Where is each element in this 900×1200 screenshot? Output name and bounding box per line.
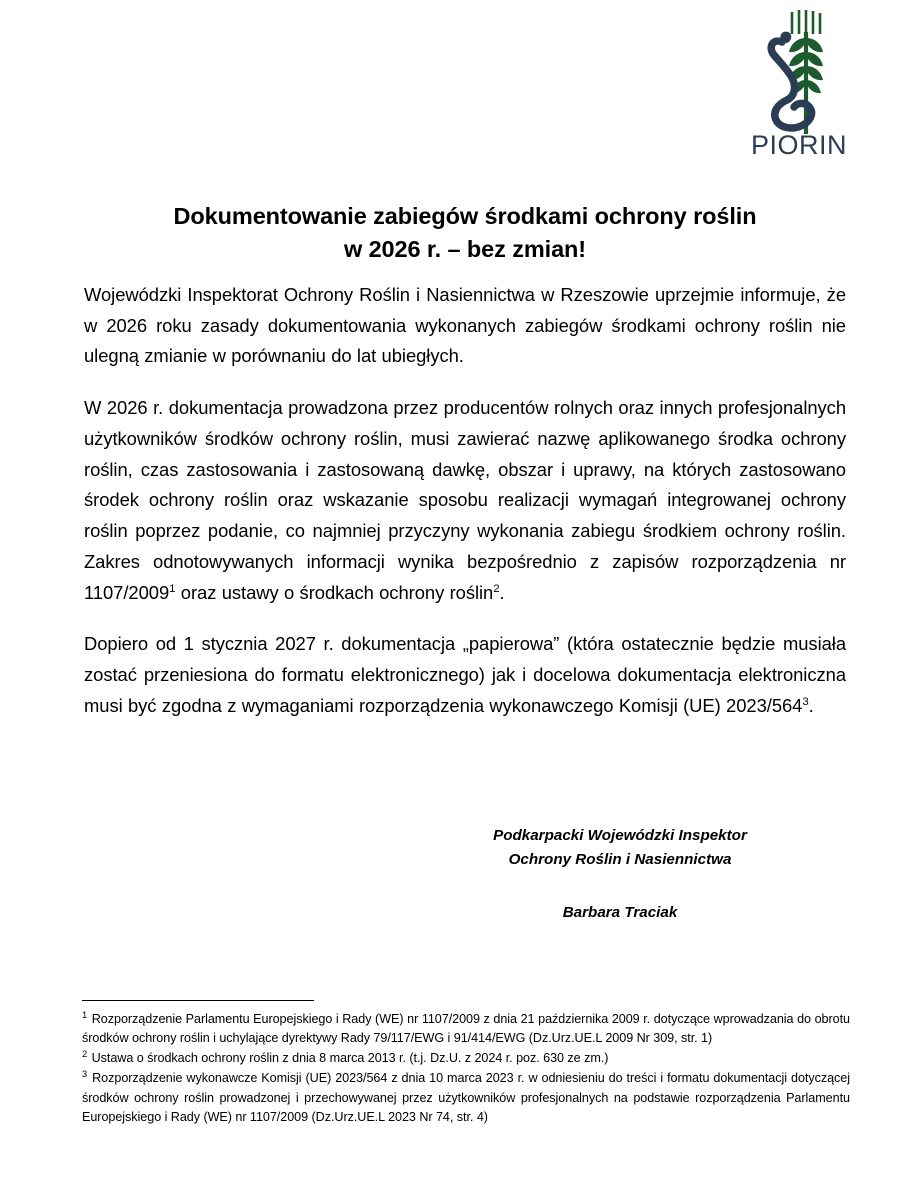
page-title	[84, 200, 846, 267]
signatory-name: Barbara Traciak	[562, 904, 678, 922]
footnote-3: $^3$ Rozporządzenie wykonawcze Komisji (UE) 2023/564 z dnia 10 marca 2023 r. w odniesieniu do treści i formatu dokumentacji dotyczącej środków ochrony roślin prowadzonej i przechowywanej przez użytkowników profesjonalnych na podstawie rozporządzenia Parlamentu Europejskiego i Rady (WE) nr 1107/2009 (Dz.Urz.UE.L 2023 Nr 74, str. 4)	[82, 1069, 850, 1124]
wheat-serpent-icon	[758, 8, 838, 136]
footnote-separator	[82, 1000, 314, 1001]
paragraph-1: Wojewódzki Inspektorat Ochrony Roślin i Nasiennictwa w Rzeszowie uprzejmie informuje, że w 2026 roku zasady dokumentowania wykonanych zabiegów środkami ochrony roślin nie ulegną zmianie w porównaniu do lat ubiegłych.	[84, 284, 846, 367]
signatory-title-line-1: Podkarpacki Wojewódzki Inspektor	[493, 827, 747, 844]
page-title-line-2: w 2026 r. – bez zmian!	[343, 236, 587, 263]
footnote-1: $^1$ Rozporządzenie Parlamentu Europejskiego i Rady (WE) nr 1107/2009 z dnia 21 października 2009 r. dotyczące wprowadzania do obrotu środków ochrony roślin i uchylające dyrektywy Rady 79/117/EWG i 91/414/EWG (Dz.Urz.UE.L 2009 Nr 309, str. 1)	[82, 1009, 850, 1046]
footnote-2: $^2$ Ustawa o środkach ochrony roślin z dnia 8 marca 2013 r. (t.j. Dz.U. z 2024 r. poz. 630 ze zm.)	[82, 1049, 609, 1066]
footnotes-section	[82, 1000, 850, 1128]
piorin-logo	[740, 8, 858, 168]
page-title-line-1: Dokumentowanie zabiegów środkami ochrony roślin	[173, 202, 757, 229]
signatory-title-line-2: Ochrony Roślin i Nasiennictwa	[508, 850, 732, 868]
paragraph-2: W 2026 r. dokumentacja prowadzona przez producentów rolnych oraz innych profesjonalnych użytkowników środków ochrony roślin, musi zawierać nazwę aplikowanego środka ochrony roślin, czas zastosowania i zastosowaną dawkę, obszar i uprawy, na których zastosowano środek ochrony roślin oraz wskazanie sposobu realizacji wymagań integrowanej ochrony roślin poprzez podanie, co najmniej przyczyny wykonania zabiegu środkiem ochrony roślin. Zakres odnotowywanych informacji wynika bezpośrednio z zapisów rozporządzenia nr 1107/2009$^1$ oraz ustawy o środkach ochrony roślin$^2$.	[84, 397, 846, 603]
piorin-wordmark: PIORIN	[750, 130, 847, 160]
paragraph-3: Dopiero od 1 stycznia 2027 r. dokumentacja „papierowa” (która ostatecznie będzie musiała zostać przeniesiona do formatu elektronicznego) jak i docelowa dokumentacja elektroniczna musi być zgodna z wymaganiami rozporządzenia wykonawczego Komisji (UE) $2023/564^3$.	[84, 633, 846, 716]
signature-block	[420, 824, 820, 925]
document-body	[84, 280, 846, 722]
